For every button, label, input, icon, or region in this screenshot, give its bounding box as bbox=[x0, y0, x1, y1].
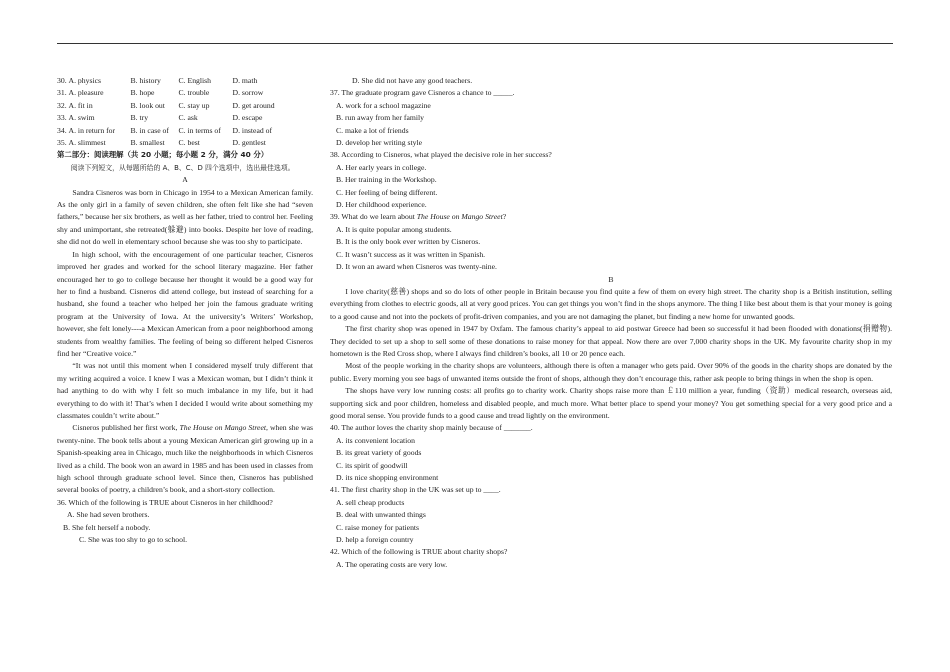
question-37-option-b: B. run away from her family bbox=[336, 113, 424, 123]
cloze-option-row: 32. A. fit in B. look out C. stay up D. get around bbox=[57, 100, 275, 110]
question-37-option-c: C. make a lot of friends bbox=[336, 125, 409, 135]
question-39-option-b: B. It is the only book ever written by Cisneros. bbox=[336, 237, 481, 247]
question-38-option-d: D. Her childhood experience. bbox=[336, 200, 427, 210]
header-rule bbox=[57, 43, 893, 44]
question-40-option-b: B. its great variety of goods bbox=[336, 448, 422, 458]
question-40-option-a: A. its convenient location bbox=[336, 435, 415, 445]
passage-a-paragraph: Cisneros published her first work, The House on Mango Street, when she was twenty-nine. The book tells about a young Mexican American girl growing up in a Spanish-speaking area in Chicago, much like the neighborhoods in which Cisneros lived as a child. The book won an award in 1985 and has been used in classes from high school through graduate school level. Since then, Cisneros has published several books of poetry, a children’s book, and a short-story collection. bbox=[57, 423, 313, 495]
cloze-option-row: 34. A. in return for B. in case of C. in terms of D. instead of bbox=[57, 125, 273, 135]
question-36-option-d: D. She did not have any good teachers. bbox=[352, 76, 473, 85]
passage-a-paragraph: Sandra Cisneros was born in Chicago in 1954 to a Mexican American family. As the only girl in a family of seven children, she often felt like she had “seven fathers,” because her six brothers, as well as her father, tried to control her. Feeling shy and unimportant, she retreated(躲避) into books. Despite her love of reading, she did not do well in elementary school because she was too shy to participate. bbox=[57, 187, 313, 247]
passage-b-paragraph: The shops have very low running costs: all profits go to charity work. Charity shops raise more than ￡110 million a year, funding（资助）medical research, overseas aid, supporting sick and poor children, homeless and disabled people, and much more. What better place to spend your money? You get something special for a very good price and a good moral sense. You provide funds to a good cause and tread lightly on the environment. bbox=[330, 386, 892, 420]
question-40-stem: 40. The author loves the charity shop mainly because of _______. bbox=[330, 423, 533, 433]
question-38-stem: 38. According to Cisneros, what played the decisive role in her success? bbox=[330, 150, 552, 160]
question-41-stem: 41. The first charity shop in the UK was set up to ____. bbox=[330, 485, 501, 495]
cloze-option-row: 35. A. slimmest B. smallest C. best D. gentlest bbox=[57, 138, 266, 148]
left-column bbox=[57, 75, 313, 546]
question-40-option-d: D. its nice shopping environment bbox=[336, 473, 439, 482]
question-42-stem: 42. Which of the following is TRUE about charity shops? bbox=[330, 547, 508, 557]
question-36-option-c: C. She was too shy to go to school. bbox=[79, 535, 188, 545]
right-column bbox=[330, 75, 892, 571]
question-39-option-c: C. It wasn’t success as it was written in Spanish. bbox=[336, 249, 486, 259]
question-37-stem: 37. The graduate program gave Cisneros a chance to _____. bbox=[330, 88, 515, 98]
passage-b-label: B bbox=[608, 274, 614, 284]
question-39-option-a: A. It is quite popular among students. bbox=[336, 224, 452, 234]
question-36-option-b: B. She felt herself a nobody. bbox=[63, 522, 151, 532]
cloze-option-row: 30. A. physics B. history C. English D. math bbox=[57, 76, 258, 85]
section-heading: 第二部分：阅读理解（共 20 小题；每小题 2 分，满分 40 分） bbox=[57, 150, 269, 160]
question-39-option-d: D. It won an award when Cisneros was twenty-nine. bbox=[336, 262, 497, 272]
question-40-option-c: C. its spirit of goodwill bbox=[336, 460, 408, 470]
question-38-option-c: C. Her feeling of being different. bbox=[336, 187, 438, 197]
passage-b-paragraph: I love charity(慈善) shops and so do lots of other people in Britain because you find quite a few of them on every high street. The charity shop is a British institution, selling everything from clothes to electric goods, all at very good prices. You can get things you won’t find in the shops anymore. The thing I like best about them is that your money is going to a good cause and not into the pockets of profit-driven companies, and you are not damaging the planet, but finding a new home for unwanted goods. bbox=[330, 286, 892, 321]
question-41-option-a: A. sell cheap products bbox=[336, 497, 405, 507]
section-instruction: 阅读下列短文，从每题所给的 A、B、C、D 四个选项中，选出最佳选项。 bbox=[70, 163, 295, 172]
passage-a-paragraph: In high school, with the encouragement of one particular teacher, Cisneros improved her grades and worked for the school literary magazine. Her father encouraged her to go to college because her thought it would be a good way for her to find a husband. Cisneros did attend college, but instead of searching for a husband, she found a teacher who helped her join the famous graduate writing program at the University of Iowa. At the university’s Writers’ Workshop, however, she felt lonely----a Mexican American from a poor neighborhood among students from wealthy families. The feeling of being so different helped Cisneros find her “Creative voice.” bbox=[57, 249, 313, 358]
question-41-option-c: C. raise money for patients bbox=[336, 522, 420, 532]
question-37-option-a: A. work for a school magazine bbox=[336, 100, 431, 110]
passage-b-paragraph: The first charity shop was opened in 1947 by Oxfam. The famous charity’s appeal to aid postwar Greece had been so successful it had been flooded with donations(捐赠物). They decided to set up a shop to sell some of these donations to raise money for that appeal. Now there are over 7,000 charity shops in the UK. My favourite charity shop in my hometown is the Red Cross shop, where I always find children’s books, all 10 or 20 pence each. bbox=[330, 324, 892, 358]
question-37-option-d: D. develop her writing style bbox=[336, 138, 423, 148]
question-38-option-a: A. Her early years in college. bbox=[336, 162, 427, 172]
book-title: The House on Mango Street bbox=[416, 212, 503, 222]
cloze-option-row: 33. A. swim B. try C. ask D. escape bbox=[57, 113, 263, 123]
passage-b-paragraph: Most of the people working in the charity shops are volunteers, although there is often a manager who gets paid. Over 90% of the goods in the charity shops are donated by the public. Every morning you see bags of unwanted items outside the front of shops, although they don’t encourage this, rather ask people to bring things in when the shop is open. bbox=[330, 361, 892, 383]
cloze-option-row: 31. A. pleasure B. hope C. trouble D. sorrow bbox=[57, 88, 264, 98]
passage-a-paragraph: “It was not until this moment when I considered myself truly different that my writing acquired a voice. I knew I was a Mexican woman, but I didn’t think it had anything to do with why I felt so much imbalance in my life, but it had everything to do with it! That’s when I decided I would write about something my classmates couldn’t write about.” bbox=[57, 361, 313, 420]
question-39-stem: 39. What do we learn about The House on Mango Street? bbox=[330, 212, 507, 222]
question-42-option-a: A. The operating costs are very low. bbox=[336, 559, 448, 569]
question-41-option-b: B. deal with unwanted things bbox=[336, 510, 426, 520]
question-36-stem: 36. Which of the following is TRUE about Cisneros in her childhood? bbox=[57, 497, 273, 507]
question-36-option-a: A. She had seven brothers. bbox=[67, 510, 150, 520]
question-38-option-b: B. Her training in the Workshop. bbox=[336, 175, 437, 185]
book-title: The House on Mango Street bbox=[179, 423, 267, 433]
passage-a-label: A bbox=[182, 175, 188, 185]
question-41-option-d: D. help a foreign country bbox=[336, 535, 414, 545]
